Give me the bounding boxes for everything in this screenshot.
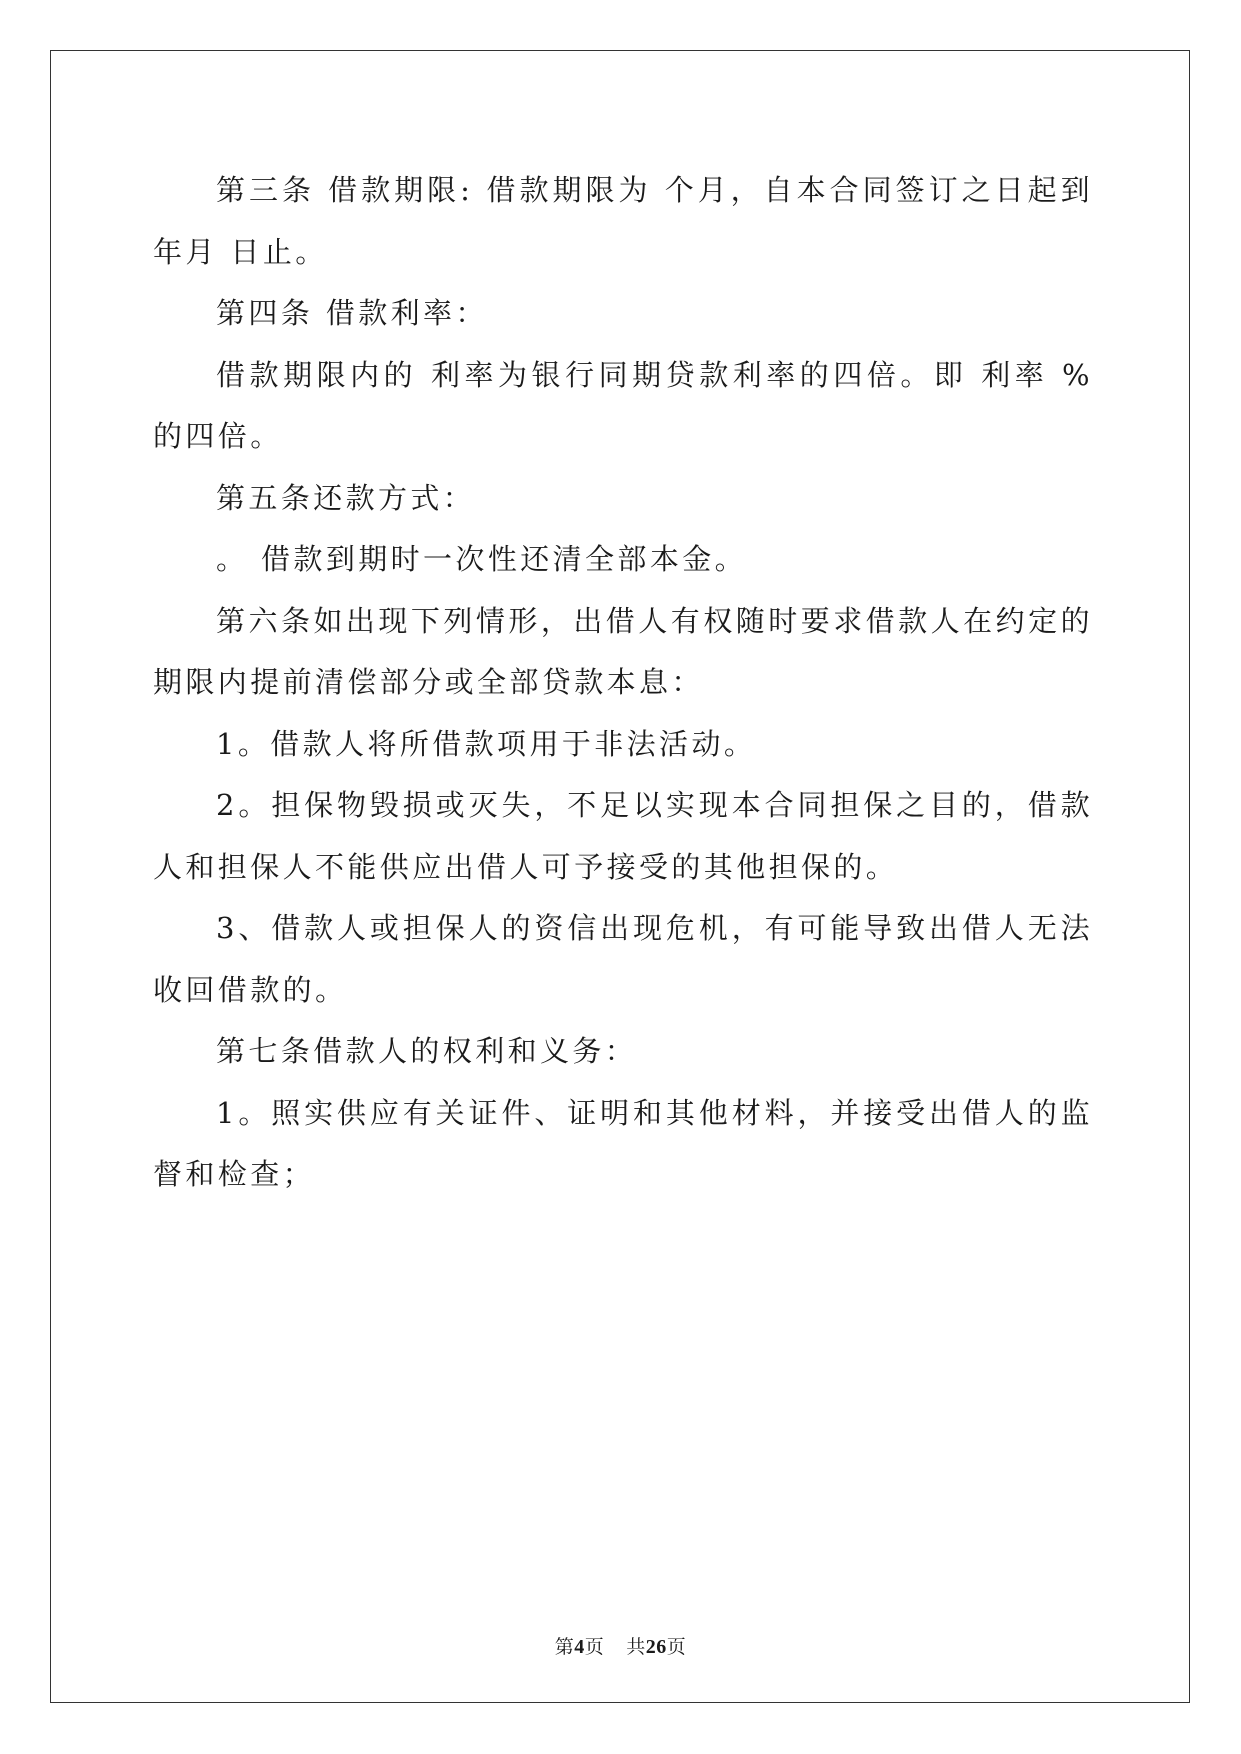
paragraph-clause-6-2: 2。担保物毁损或灭失，不足以实现本合同担保之目的，借款人和担保人不能供应出借人可予接受的其他担保的。 xyxy=(153,788,1093,884)
paragraph-article-5: 第五条还款方式： xyxy=(216,480,476,515)
paragraph-repayment: 。 借款到期时一次性还清全部本金。 xyxy=(216,542,748,576)
paragraph-article-4: 第四条 借款利率： xyxy=(216,296,488,330)
page-footer xyxy=(0,1632,1241,1659)
paragraph-clause-6-3: 3、借款人或担保人的资信出现危机，有可能导致出借人无法收回借款的。 xyxy=(153,911,1093,1007)
footer-total-prefix: 共 xyxy=(626,1636,646,1658)
paragraph-clause-7-1: 1。照实供应有关证件、证明和其他材料，并接受出借人的监督和检查； xyxy=(153,1095,1093,1191)
footer-page-suffix: 页 xyxy=(584,1636,605,1658)
footer-page-number: 4 xyxy=(574,1636,585,1658)
paragraph-article-7: 第七条借款人的权利和义务： xyxy=(216,1034,638,1068)
paragraph-article-6: 第六条如出现下列情形，出借人有权随时要求借款人在约定的期限内提前清偿部分或全部贷款本息： xyxy=(153,603,1093,699)
paragraph-article-3: 第三条 借款期限: 借款期限为 个月，自本合同签订之日起到 年月 日止。 xyxy=(153,173,1093,269)
paragraph-interest-rate: 借款期限内的 利率为银行同期贷款利率的四倍。即 利率 %的四倍。 xyxy=(153,357,1093,453)
document-body xyxy=(153,160,1093,1206)
footer-total-suffix: 页 xyxy=(666,1636,687,1658)
paragraph-clause-6-1: 1。借款人将所借款项用于非法活动。 xyxy=(216,726,757,761)
footer-prefix: 第 xyxy=(554,1636,575,1658)
footer-total-pages: 26 xyxy=(645,1636,667,1658)
